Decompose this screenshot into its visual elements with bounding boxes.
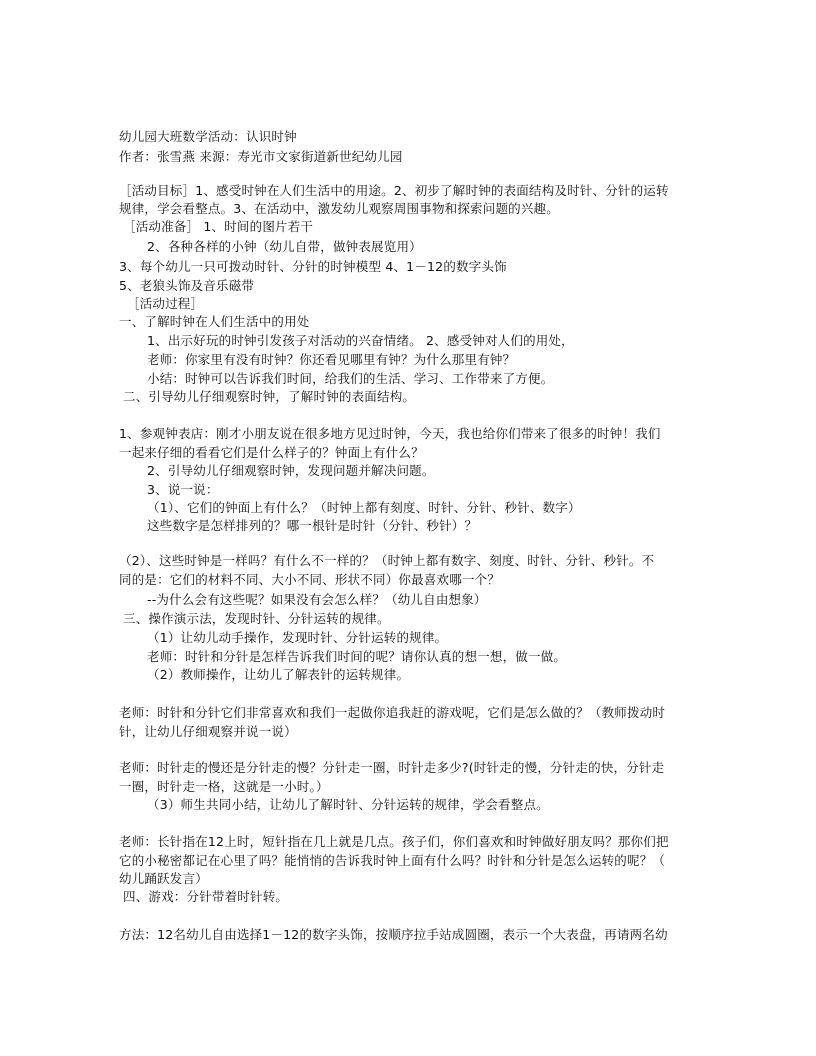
section-heading: 四、游戏：分针带着时针转。 — [123, 889, 289, 904]
text-line: 一起来仔细的看看它们是什么样子的？钟面上有什么？ — [119, 445, 424, 460]
text-line: （1）让幼儿动手操作，发现时针、分针运转的规律。 — [147, 630, 448, 645]
text-line: 方法：12名幼儿自由选择1－12的数字头饰，按顺序拉手站成圆圈，表示一个大表盘，再请两名幼 — [119, 927, 668, 942]
text-line: 老师：时针走的慢还是分针走的慢？分针走一圈，时针走多少?(时针走的慢，分针走的快，分针走 — [119, 760, 665, 775]
text-line: ［活动过程］ — [127, 296, 204, 311]
text-line: 同的是：它们的材料不同、大小不同、形状不同）你最喜欢哪一个？ — [119, 572, 501, 587]
section-heading: 一、了解时钟在人们生活中的用处 — [119, 314, 310, 329]
text-line: 老师：长针指在12上时，短针指在几上就是几点。孩子们，你们喜欢和时钟做好朋友吗？那你们把 — [119, 834, 669, 849]
text-line: 1、出示好玩的时钟引发孩子对活动的兴奋情绪。 2、感受钟对人们的用处， — [147, 333, 574, 348]
text-line: 针，让幼儿仔细观察并说一说） — [119, 724, 297, 739]
text-line: 3、说一说： — [147, 482, 219, 497]
text-line: （3）师生共同小结，让幼儿了解时针、分针运转的规律，学会看整点。 — [147, 797, 549, 812]
text-line: 幼儿踊跃发言） — [119, 871, 208, 886]
text-line: 2、各种各样的小钟（幼儿自带，做钟表展览用） — [147, 239, 422, 254]
text-line: 一圈，时针走一格，这就是一小时。） — [119, 779, 329, 794]
text-line: 1、参观钟表店：刚才小朋友说在很多地方见过时钟，今天，我也给你们带来了很多的时钟！我们 — [119, 426, 661, 441]
text-line: ［活动准备］ 1、时间的图片若干 — [123, 219, 314, 234]
text-line: （2）教师操作，让幼儿了解表针的运转规律。 — [147, 667, 410, 682]
text-line: 3、每个幼儿一只可拨动时针、分针的时钟模型 4、1－12的数字头饰 — [119, 259, 507, 274]
section-heading: 二、引导幼儿仔细观察时钟，了解时钟的表面结构。 — [123, 389, 416, 404]
text-line: 老师：时针和分针是怎样告诉我们时间的呢？请你认真的想一想，做一做。 — [147, 649, 567, 664]
text-line: 它的小秘密都记在心里了吗？能悄悄的告诉我时钟上面有什么吗？时针和分针是怎么运转的呢？（ — [119, 853, 666, 868]
text-line: 老师：时针和分针它们非常喜欢和我们一起做你追我赶的游戏呢，它们是怎么做的？（教师拨动时 — [119, 705, 666, 720]
text-line: 5、老狼头饰及音乐磁带 — [119, 278, 255, 293]
document-title: 幼儿园大班数学活动：认识时钟 — [119, 129, 297, 144]
author-line: 作者：张雪燕 来源：寿光市文家街道新世纪幼儿园 — [119, 149, 403, 164]
text-line: 规律，学会看整点。3、在活动中，激发幼儿观察周围事物和探索问题的兴趣。 — [119, 201, 559, 216]
text-line: （2）、这些时钟是一样吗？有什么不一样的？（时钟上都有数字、刻度、时针、分针、秒针。不 — [119, 553, 655, 568]
text-line: ［活动目标］1、感受时钟在人们生活中的用途。2、初步了解时钟的表面结构及时针、分针的运转 — [119, 183, 669, 198]
text-line: 老师：你家里有没有时钟？你还看见哪里有钟？为什么那里有钟？ — [147, 352, 516, 367]
text-line: 2、引导幼儿仔细观察时钟，发现问题并解决问题。 — [147, 463, 435, 478]
section-heading: 三、操作演示法，发现时针、分针运转的规律。 — [123, 611, 390, 626]
text-line: --为什么会有这些呢？如果没有会怎么样？（幼儿自由想象） — [147, 592, 487, 607]
text-line: （1）、它们的钟面上有什么？（时钟上都有刻度、时针、分针、秒针、数字） — [147, 500, 581, 515]
text-line: 小结：时钟可以告诉我们时间，给我们的生活、学习、工作带来了方便。 — [147, 371, 554, 386]
text-line: 这些数字是怎样排列的？哪一根针是时针（分针、秒针）？ — [147, 518, 478, 533]
